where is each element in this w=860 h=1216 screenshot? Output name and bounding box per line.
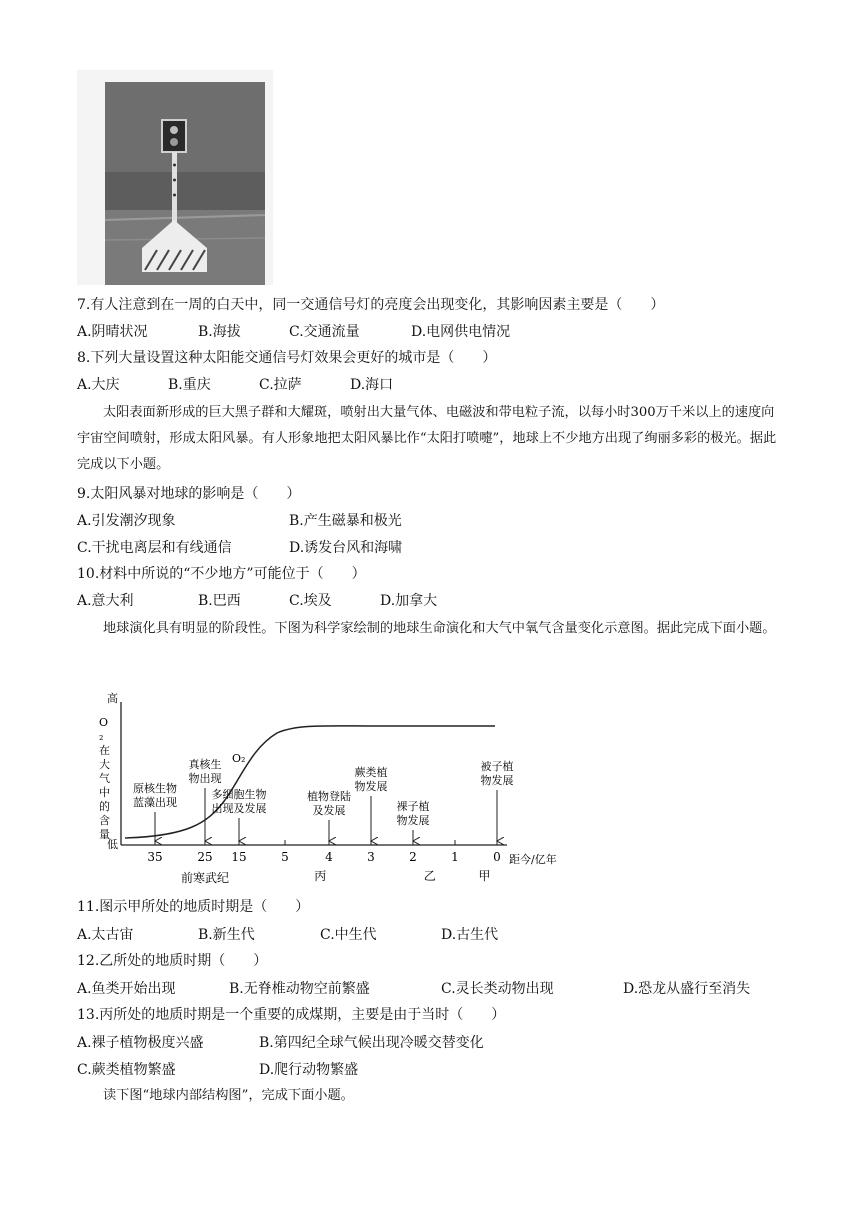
q8-option-c: C.拉萨: [259, 377, 302, 393]
q9-option-a: A.引发潮汐现象: [77, 513, 176, 529]
q9-option-d: D.诱发台风和海啸: [289, 540, 403, 556]
event-label: 真核生: [188, 758, 222, 771]
x-tick-label: 2: [409, 850, 417, 864]
q10-option-b: B.巴西: [198, 593, 241, 609]
era-label: 前寒武纪: [180, 871, 230, 885]
y-high-label: 高: [107, 692, 118, 705]
question-10-stem: 10.材料中所说的“不少地方”可能位于（ ）: [77, 566, 366, 582]
event-label: 裸子植: [396, 800, 430, 813]
oxygen-evolution-chart: [77, 688, 607, 888]
event-label: 出现及发展: [211, 802, 267, 815]
q10-option-d: D.加拿大: [380, 593, 438, 609]
question-12-stem: 12.乙所处的地质时期（ ）: [77, 953, 268, 969]
event-label: 被子植: [480, 760, 514, 773]
event-label: 原核生物: [133, 782, 177, 795]
question-11-stem: 11.图示甲所处的地质时期是（ ）: [77, 899, 310, 915]
q9-option-c: C.干扰电离层和有线通信: [77, 540, 232, 556]
q12-option-c: C.灵长类动物出现: [441, 981, 554, 997]
q11-option-a: A.太古宙: [77, 927, 134, 943]
q7-option-a: A.阴晴状况: [77, 324, 148, 340]
event-label: 蓝藻出现: [133, 796, 177, 809]
q7-option-c: C.交通流量: [289, 324, 360, 340]
q8-option-a: A.大庆: [77, 377, 120, 393]
q12-option-b: B.无脊椎动物空前繁盛: [229, 981, 370, 997]
oxygen-curve-label: O₂: [232, 752, 246, 765]
y-low-label: 低: [107, 838, 118, 851]
q13-option-a: A.裸子植物极度兴盛: [77, 1035, 204, 1051]
question-9-stem: 9.太阳风暴对地球的影响是（ ）: [77, 486, 301, 502]
x-tick-label: 25: [197, 850, 213, 864]
x-tick-label: 35: [147, 850, 163, 864]
q10-option-c: C.埃及: [289, 593, 332, 609]
evolution-passage: 地球演化具有明显的阶段性。下图为科学家绘制的地球生命演化和大气中氧气含量变化示意图。据此完成下面小题。: [103, 621, 776, 636]
x-axis-label: 距今/亿年: [509, 853, 557, 866]
q7-option-b: B.海拔: [198, 324, 241, 340]
q9-option-b: B.产生磁暴和极光: [289, 513, 402, 529]
x-tick-label: 5: [281, 850, 289, 864]
event-label: 物出现: [188, 772, 222, 785]
x-tick-label: 0: [493, 850, 501, 864]
q8-option-b: B.重庆: [168, 377, 211, 393]
oxygen-evolution-chart-svg: [77, 688, 607, 888]
q13-option-c: C.蕨类植物繁盛: [77, 1062, 176, 1078]
x-tick-label: 3: [367, 850, 375, 864]
x-tick-label: 4: [325, 850, 333, 864]
era-label: 丙: [314, 869, 327, 883]
event-label: 物发展: [354, 780, 388, 793]
q13-option-b: B.第四纪全球气候出现冷暖交替变化: [259, 1035, 484, 1051]
question-8-stem: 8.下列大量设置这种太阳能交通信号灯效果会更好的城市是（ ）: [77, 350, 497, 366]
x-tick-label: 15: [231, 850, 247, 864]
oxygen-curve: [125, 726, 495, 838]
event-label: 蕨类植: [354, 766, 388, 779]
era-label: 乙: [423, 869, 436, 883]
era-label: 甲: [478, 869, 491, 883]
q11-option-c: C.中生代: [320, 927, 377, 943]
q11-option-d: D.古生代: [441, 927, 499, 943]
traffic-light-photo: [77, 70, 273, 285]
question-7-stem: 7.有人注意到在一周的白天中，同一交通信号灯的亮度会出现变化，其影响因素主要是（ ）: [77, 297, 665, 313]
question-13-stem: 13.丙所处的地质时期是一个重要的成煤期，主要是由于当时（ ）: [77, 1007, 506, 1023]
q12-option-a: A.鱼类开始出现: [77, 981, 176, 997]
event-label: 多细胞生物: [211, 788, 267, 801]
event-label: 物发展: [480, 774, 514, 787]
earth-structure-prompt: 读下图“地球内部结构图”，完成下面小题。: [103, 1088, 354, 1103]
q12-option-d: D.恐龙从盛行至消失: [623, 981, 751, 997]
q10-option-a: A.意大利: [77, 593, 134, 609]
q7-option-d: D.电网供电情况: [411, 324, 511, 340]
q8-option-d: D.海口: [350, 377, 394, 393]
q13-option-d: D.爬行动物繁盛: [259, 1062, 359, 1078]
event-label: 植物登陆: [307, 790, 351, 803]
y-axis-label: O ₂ 在大气中的含量: [99, 716, 110, 841]
solar-storm-passage: 太阳表面新形成的巨大黑子群和大耀斑，喷射出大量气体、电磁波和带电粒子流，以每小时300万千米以上的速度向宇宙空间喷射，形成太阳风暴。有人形象地把太阳风暴比作“太阳打喷嚏”，地球上不少地方出现了绚丽多彩的极光。据此完成以下小题。: [77, 405, 777, 472]
x-tick-label: 1: [451, 850, 459, 864]
q11-option-b: B.新生代: [198, 927, 255, 943]
event-label: 物发展: [396, 814, 430, 827]
event-label: 及发展: [312, 804, 346, 817]
